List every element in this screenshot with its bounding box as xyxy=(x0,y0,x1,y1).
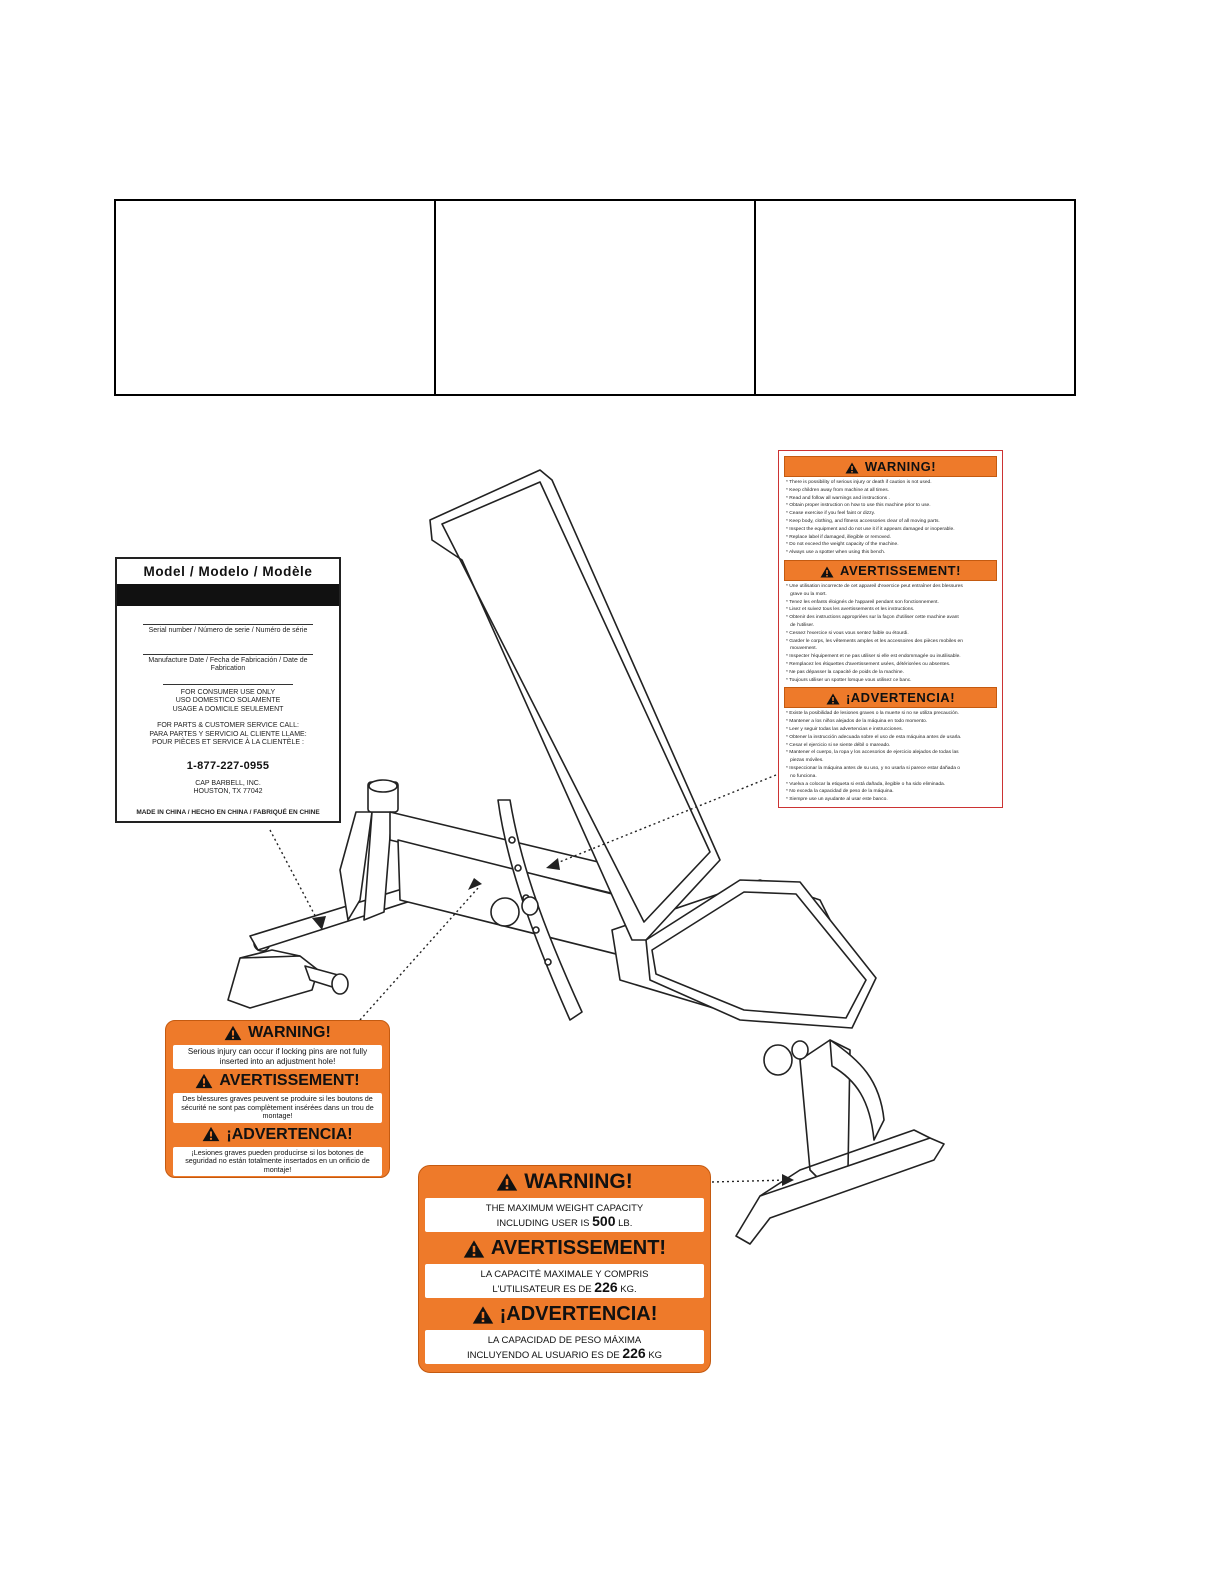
panel-heading-en xyxy=(784,456,997,477)
panel-heading-fr-text: AVERTISSEMENT! xyxy=(840,562,961,578)
manufacture-text-1: Manufacture Date / Fecha de Fabricación / Date de xyxy=(148,656,308,664)
capacity-heading-es-text: ¡ADVERTENCIA! xyxy=(499,1303,658,1325)
panel-list-item: * Obtener la instrucción adecuada sobre el uso de esta máquina antes de usarla. xyxy=(786,734,962,740)
pin-heading-en-text: WARNING! xyxy=(248,1024,331,1041)
warning-triangle-icon xyxy=(826,693,840,705)
pin-text-fr: Des blessures graves peuvent se produire si les boutons de sécurité ne sont pas complètement insérées dans un trou de montage! xyxy=(173,1093,382,1123)
panel-list-item: * Toujours utiliser un spotter lorsque vous utilisez ce banc. xyxy=(786,677,912,683)
capacity-es-line1: LA CAPACIDAD DE PESO MÁXIMA xyxy=(487,1335,642,1346)
panel-list-item: * Tenez les enfants éloignés de l'appareil pendant son fonctionnement. xyxy=(786,599,939,605)
consumer-line-3: USAGE A DOMICILE SEULEMENT xyxy=(172,705,284,713)
locking-pin-warning-sticker xyxy=(165,1020,390,1178)
consumer-line-1: FOR CONSUMER USE ONLY xyxy=(180,688,276,696)
panel-list-item: * Do not exceed the weight capacity of the machine. xyxy=(786,542,899,548)
panel-list-es xyxy=(786,710,995,804)
capacity-fr-value: 226 xyxy=(594,1279,618,1295)
panel-list-item: * Cease exercise if you feel faint or dizzy. xyxy=(786,511,876,517)
panel-list-item: * Mantener a los niños alejados de la máquina en todo momento. xyxy=(786,719,928,725)
model-number-bar xyxy=(117,584,339,606)
capacity-en-value: 500 xyxy=(592,1213,616,1229)
consumer-rule xyxy=(163,684,293,685)
capacity-es-value: 226 xyxy=(622,1345,646,1361)
panel-list-item: * Replace label if damaged, illegible or removed. xyxy=(786,534,891,540)
capacity-fr-unit: KG. xyxy=(620,1284,637,1295)
panel-list-item: * Vuelva a colocar la etiqueta si está dañada, ilegible o ha sido eliminada. xyxy=(786,781,946,787)
panel-list-item: * Siempre use un ayudante al usar este banco. xyxy=(786,797,888,803)
panel-list-item: * Leer y seguir todas las advertencias e instrucciones. xyxy=(786,726,903,732)
panel-list-item: * Always use a spotter when using this bench. xyxy=(786,550,886,556)
panel-list-item: * Une utilisation incorrecte de cet appareil d'exercice peut entraîner des blessures xyxy=(786,583,963,589)
model-title: Model / Modelo / Modèle xyxy=(143,564,313,579)
warning-triangle-icon xyxy=(820,566,834,578)
warning-triangle-icon xyxy=(472,1305,494,1325)
parts-line-3: POUR PIÈCES ET SERVICE À LA CLIENTÈLE : xyxy=(152,739,304,746)
warning-triangle-icon xyxy=(224,1025,242,1041)
capacity-es-line2-pre: INCLUYENDO AL USUARIO ES DE xyxy=(466,1350,620,1361)
made-in-text: MADE IN CHINA / HECHO EN CHINA / FABRIQUÉ EN CHINE xyxy=(136,808,320,816)
panel-list-item: * Cessez l'exercice si vous vous sentez faible ou étourdi. xyxy=(786,630,909,636)
panel-list-item: * There is possibility of serious injury or death if caution is not used. xyxy=(786,480,932,485)
panel-heading-fr xyxy=(784,560,997,581)
capacity-heading-en-text: WARNING! xyxy=(524,1170,633,1193)
capacity-fr-line1: LA CAPACITÉ MAXIMALE Y COMPRIS xyxy=(480,1269,649,1280)
panel-list-item: piezas móviles. xyxy=(786,758,824,764)
panel-list-item: * Lisez et suivez tous les avertissements et les instructions. xyxy=(786,607,915,613)
general-warning-panel xyxy=(778,450,1003,808)
service-phone: 1-877-227-0955 xyxy=(186,759,270,772)
capacity-fr-line2-pre: L'UTILISATEUR ES DE xyxy=(492,1284,592,1295)
pin-heading-fr xyxy=(166,1069,389,1093)
company-line-2: HOUSTON, TX 77042 xyxy=(193,788,263,795)
panel-heading-es-text: ¡ADVERTENCIA! xyxy=(845,690,956,706)
capacity-en-line1: THE MAXIMUM WEIGHT CAPACITY xyxy=(485,1203,644,1214)
serial-rule xyxy=(143,624,313,625)
capacity-heading-es xyxy=(419,1298,710,1330)
pin-heading-en xyxy=(166,1021,389,1045)
panel-list-item: mouvement. xyxy=(786,646,817,652)
capacity-en-unit: LB. xyxy=(618,1218,633,1229)
pin-heading-es xyxy=(166,1123,389,1147)
pin-heading-es-text: ¡ADVERTENCIA! xyxy=(226,1125,353,1143)
parts-line-2: PARA PARTES Y SERVICIO AL CLIENTE LLAME: xyxy=(149,730,307,738)
panel-list-item: grave ou la mort. xyxy=(786,591,827,597)
warning-triangle-icon xyxy=(463,1239,485,1259)
serial-text: Serial number / Número de serie / Numéro de série xyxy=(148,627,308,634)
parts-line-1: FOR PARTS & CUSTOMER SERVICE CALL: xyxy=(157,722,299,729)
manufacture-text-2: Fabrication xyxy=(210,665,246,672)
panel-list-item: * Garder le corps, les vêtements amples et les accessoires des pièces mobiles en xyxy=(786,638,963,644)
panel-list-item: * Mantener el cuerpo, la ropa y los accesorios de ejercicio alejados de todas las xyxy=(786,750,959,756)
capacity-heading-en xyxy=(419,1166,710,1198)
warning-triangle-icon xyxy=(845,462,859,474)
panel-list-item: * Existe la posibilidad de lesiones graves o la muerte si no se utiliza precaución. xyxy=(786,711,959,717)
panel-list-item: * Inspect the equipment and do not use it if it appears damaged or inoperable. xyxy=(786,526,955,532)
warning-triangle-icon xyxy=(195,1073,213,1089)
panel-list-item: * Obtain proper instruction on how to use this machine prior to use. xyxy=(786,503,931,509)
panel-list-item: * Keep children away from machine at all times. xyxy=(786,487,890,493)
capacity-heading-fr xyxy=(419,1232,710,1264)
pin-text-en: Serious injury can occur if locking pins are not fully inserted into an adjustment hole! xyxy=(173,1045,382,1069)
panel-list-item: * No exceda la capacidad de peso de la máquina. xyxy=(786,789,894,795)
panel-list-item: * Cesar el ejercicio si se siente débil o mareado. xyxy=(786,742,891,748)
panel-list-item: * Ne pas dépasser la capacité de poids de la machine. xyxy=(786,669,904,675)
panel-list-item: * Remplacez les étiquettes d'avertissement usées, détériorées ou absentes. xyxy=(786,661,951,667)
panel-list-item: * Obtenir des instructions appropriées sur la façon d'utiliser cette machine avant xyxy=(786,615,959,621)
panel-list-item: no funciona. xyxy=(786,773,817,779)
panel-list-item: * Inspeccionar la máquina antes de su uso, y no usarla si parece estar dañada o xyxy=(786,765,960,771)
panel-list-item: * Read and follow all warnings and instructions . xyxy=(786,495,890,501)
panel-list-item: * Inspecter l'équipement et ne pas utiliser si elle est endommagée ou inutilisable. xyxy=(786,654,961,660)
capacity-text-es xyxy=(425,1330,704,1364)
warning-triangle-icon xyxy=(202,1126,220,1142)
panel-heading-es xyxy=(784,687,997,708)
capacity-es-unit: KG xyxy=(648,1350,663,1361)
pin-heading-fr-text: AVERTISSEMENT! xyxy=(219,1072,360,1089)
manufacture-rule xyxy=(143,654,313,655)
company-line-1: CAP BARBELL, INC. xyxy=(195,779,261,787)
capacity-fr-line2 xyxy=(428,1281,701,1296)
capacity-heading-fr-text: AVERTISSEMENT! xyxy=(490,1237,667,1259)
panel-list-item: de l'utiliser. xyxy=(786,622,815,628)
capacity-text-fr xyxy=(425,1264,704,1298)
consumer-line-2: USO DOMESTICO SOLAMENTE xyxy=(175,697,281,704)
panel-list-fr xyxy=(786,583,995,684)
panel-list-en xyxy=(786,479,995,557)
panel-list-item: * Keep body, clothing, and fitness accessories clear of all moving parts. xyxy=(786,518,940,524)
capacity-en-line2 xyxy=(428,1215,701,1230)
model-label xyxy=(115,557,341,823)
panel-heading-en-text: WARNING! xyxy=(864,459,937,474)
capacity-en-line2-pre: INCLUDING USER IS xyxy=(496,1218,590,1229)
capacity-es-line2 xyxy=(428,1347,701,1362)
pin-text-es: ¡Lesiones graves pueden producirse si los botones de seguridad no están totalmente insertados en un orificio de montaje! xyxy=(173,1147,382,1177)
warning-triangle-icon xyxy=(496,1172,518,1192)
weight-capacity-warning-sticker xyxy=(418,1165,711,1373)
capacity-text-en xyxy=(425,1198,704,1232)
